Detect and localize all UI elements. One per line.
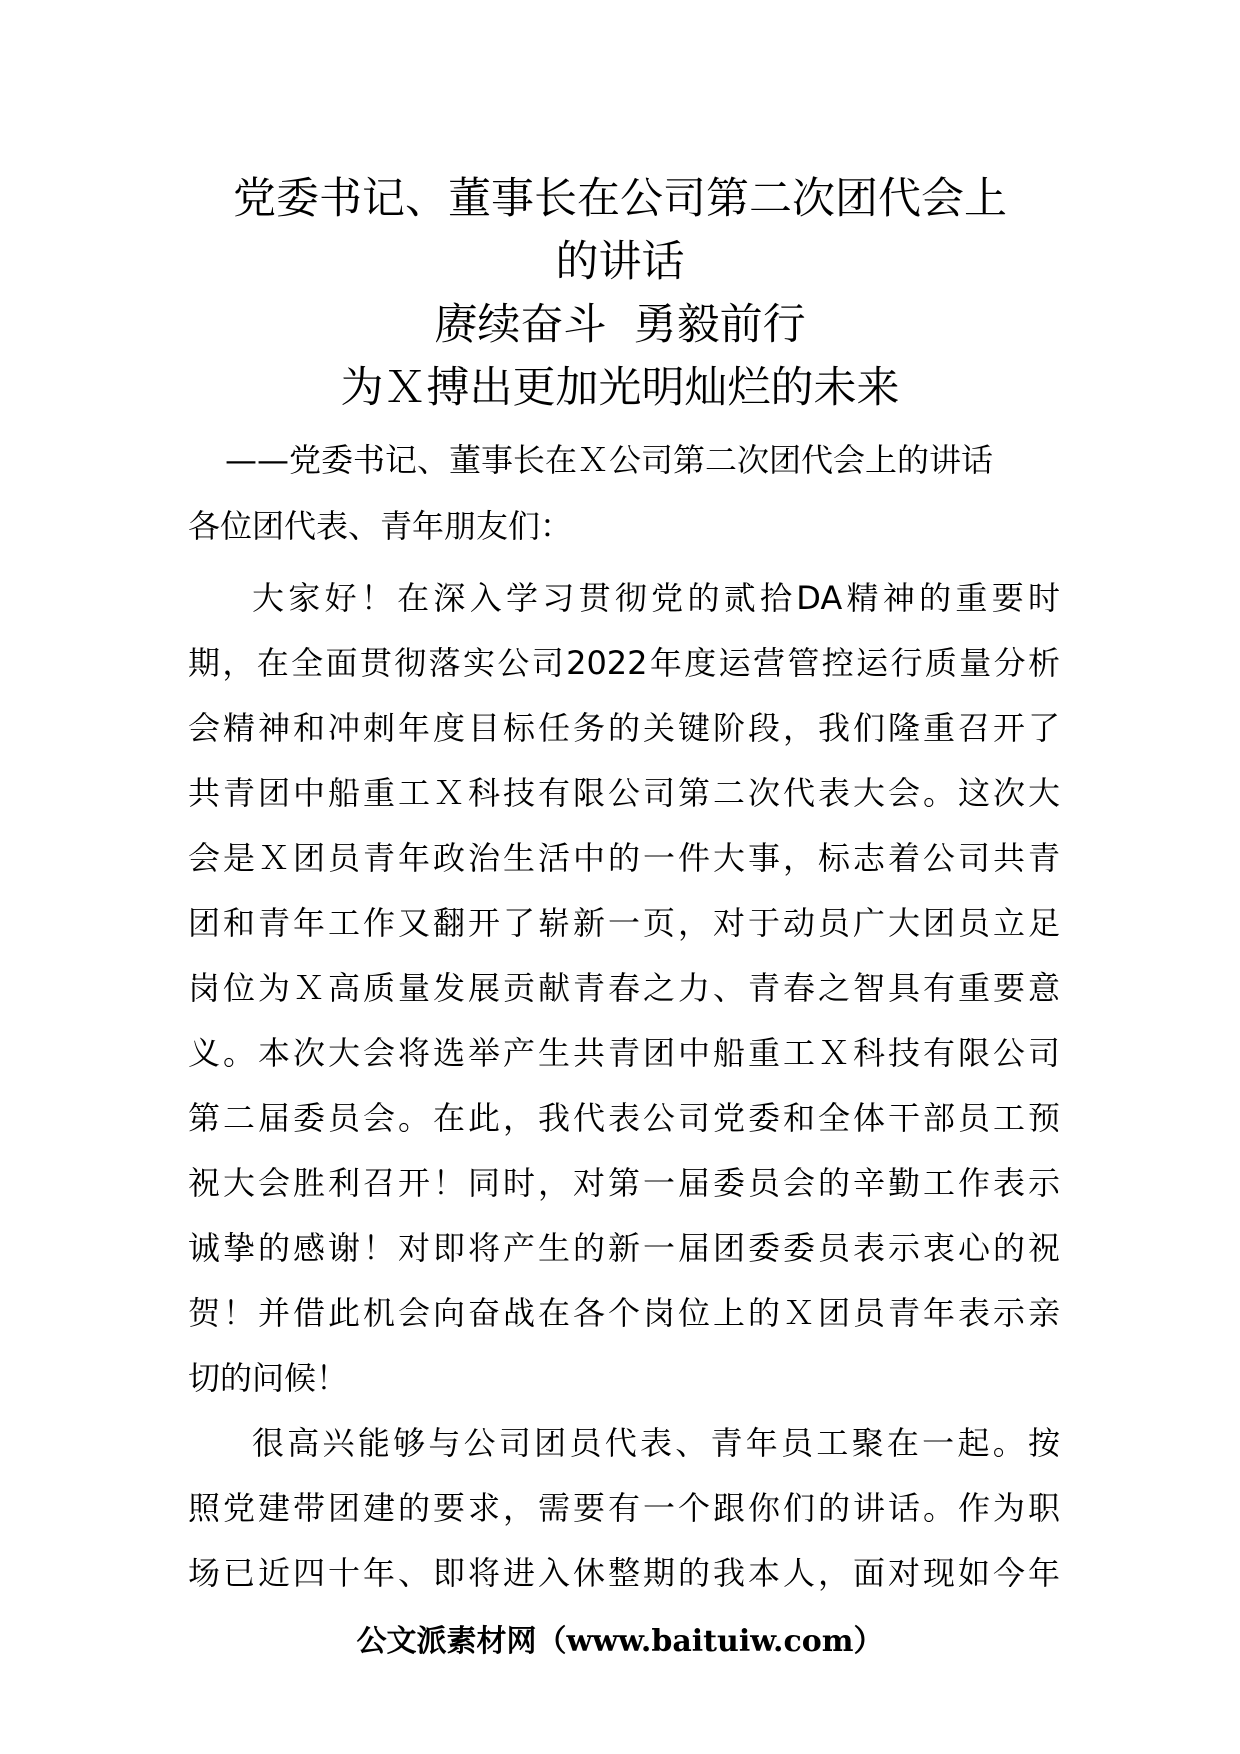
paragraph-line: 祝大会胜利召开！同时，对第一届委员会的辛勤工作表示 — [188, 1164, 1060, 1202]
paragraph-1 — [188, 566, 1060, 1411]
paragraph-2 — [188, 1411, 1060, 1606]
paragraph-line: 岗位为Ｘ高质量发展贡献青春之力、青春之智具有重要意 — [188, 969, 1060, 1007]
paragraph-line: 共青团中船重工Ｘ科技有限公司第二次代表大会。这次大 — [188, 774, 1060, 812]
paragraph-line: 诚挚的感谢！对即将产生的新一届团委委员表示衷心的祝 — [188, 1229, 1060, 1267]
subtitle-line-2: 为Ｘ搏出更加光明灿烂的未来 — [340, 363, 900, 413]
paragraph-line: 义。本次大会将选举产生共青团中船重工Ｘ科技有限公司 — [188, 1034, 1060, 1072]
title-line-2: 的讲话 — [555, 237, 685, 287]
byline: ——党委书记、董事长在Ｘ公司第二次团代会上的讲话 — [225, 441, 994, 479]
paragraph-line: 贺！并借此机会向奋战在各个岗位上的Ｘ团员青年表示亲 — [188, 1294, 1060, 1332]
footer-watermark: 公文派素材网（www.baituiw.com） — [356, 1624, 884, 1659]
body-text — [188, 566, 1060, 1606]
paragraph-line: 场已近四十年、即将进入休整期的我本人，面对现如今年 — [188, 1554, 1060, 1592]
paragraph-line: 很高兴能够与公司团员代表、青年员工聚在一起。按 — [252, 1424, 1060, 1462]
paragraph-line: 切的问候！ — [188, 1359, 349, 1397]
paragraph-line: 会精神和冲刺年度目标任务的关键阶段，我们隆重召开了 — [188, 709, 1060, 747]
paragraph-line: 第二届委员会。在此，我代表公司党委和全体干部员工预 — [188, 1099, 1060, 1137]
salutation: 各位团代表、青年朋友们： — [188, 507, 573, 545]
paragraph-line: 大家好！在深入学习贯彻党的贰拾DA精神的重要时 — [252, 579, 1060, 617]
title-line-1: 党委书记、董事长在公司第二次团代会上 — [233, 174, 1007, 224]
paragraph-line: 团和青年工作又翻开了崭新一页，对于动员广大团员立足 — [188, 904, 1060, 942]
paragraph-line: 期，在全面贯彻落实公司2022年度运营管控运行质量分析 — [188, 644, 1060, 682]
subtitle-line-1: 赓续奋斗 勇毅前行 — [434, 300, 806, 350]
title-block — [0, 168, 1240, 420]
paragraph-line: 照党建带团建的要求，需要有一个跟你们的讲话。作为职 — [188, 1489, 1060, 1527]
paragraph-line: 会是Ｘ团员青年政治生活中的一件大事，标志着公司共青 — [188, 839, 1060, 877]
